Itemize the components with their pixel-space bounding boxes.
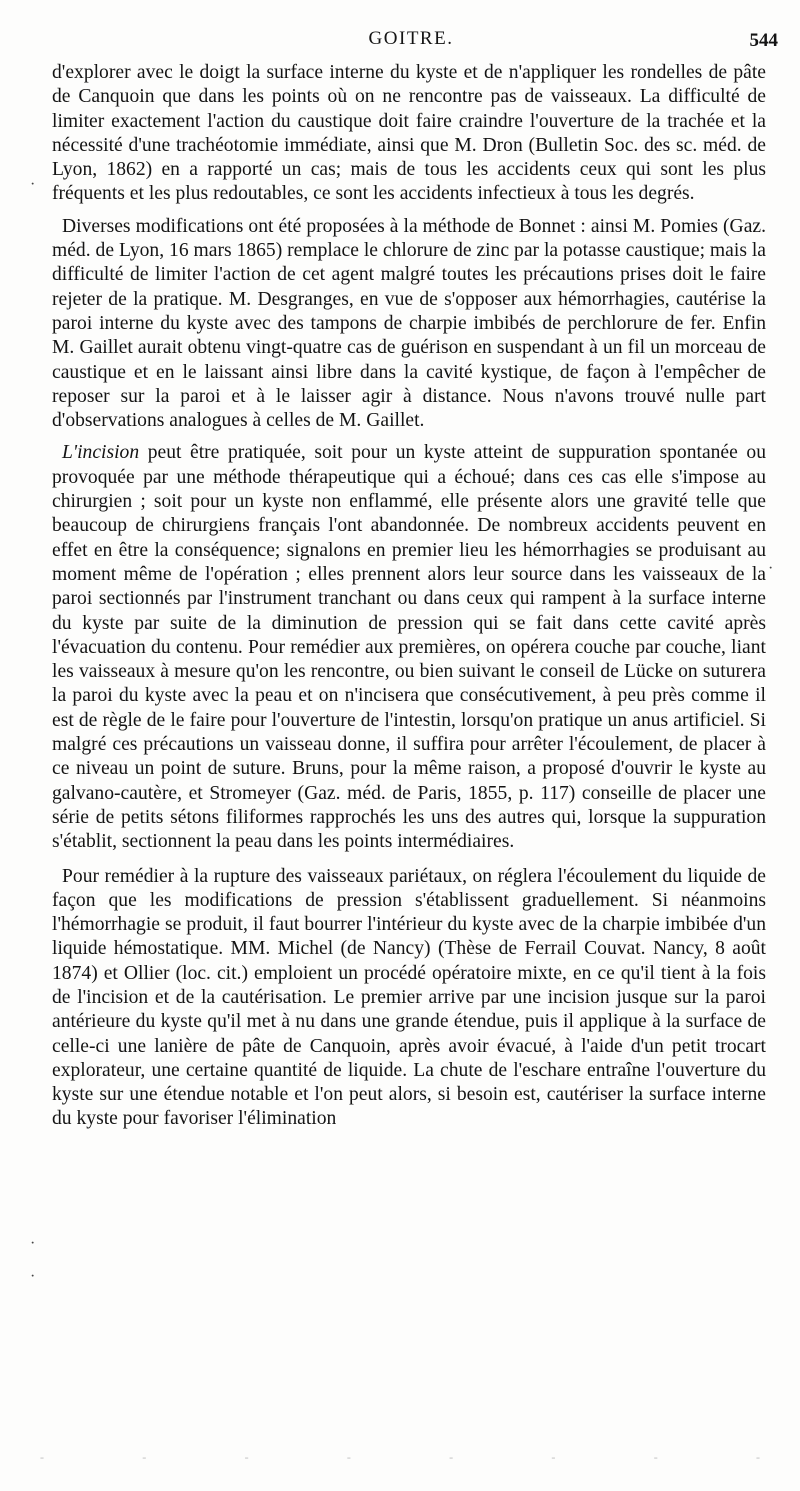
margin-dot: ·: [30, 1235, 36, 1252]
paragraph-1: [52, 61, 766, 207]
paragraph-3-text: peut être pratiquée, soit pour un kyste atteint de suppuration spontanée ou provoquée par une méthode thérapeutique qui a échoué; dans ces cas elle s'impose au chirurgien ; soit pour un kyste non enflammé, elle présente alors une gravité telle que beaucoup de chirurgiens français l'ont abandonnée. De nombreux accidents peuvent en effet en être la conséquence; signalons en premier lieu les hémorrhagies se produisant au moment même de l'opération ; elles prennent alors leur source dans les vaisseaux de la paroi sectionnés par l'instrument tranchant ou dans ceux qui rampent à la surface interne du kyste par suite de la diminution de pression qui se fait dans cette cavité après l'évacuation du contenu. Pour remédier aux premières, on opérera couche par couche, liant les vaisseaux à mesure qu'on les rencontre, ou bien suivant le conseil de Lücke on suturera la paroi du kyste avec la peau et on n'incisera que consécutivement, à peu près comme il est de règle de le faire pour l'ouverture de l'intestin, lorsqu'on pratique un anus artificiel. Si malgré ces précautions un vaisseau donne, il suffira pour arrêter l'écoulement, de placer à ce niveau un point de suture. Bruns, pour la même raison, a proposé d'ouvrir le kyste au galvano-cautère, et Stromeyer (Gaz. méd. de Paris, 1855, p. 117) conseille de placer une série de petits sétons filiformes rapprochés les uns des autres qui, lorsque la suppuration s'établit, sectionnent la peau dans les points intermédiaires.: [52, 442, 766, 853]
footer-mark: -: [755, 1450, 760, 1464]
footer-mark: -: [244, 1450, 249, 1464]
paragraph-1-text: d'explorer avec le doigt la surface interne du kyste et de n'appliquer les rondelles de pâte de Canquoin que dans les points où on ne rencontre pas de vaisseaux. La difficulté de limiter exactement l'action du caustique doit faire craindre l'ouverture de la trachée et la nécessité d'une trachéotomie immédiate, ainsi que M. Dron (Bulletin Soc. des sc. méd. de Lyon, 1862) en a rapporté un cas; mais de tous les accidents ceux qui sont les plus fréquents et les plus redoutables, ce sont les accidents infectieux à tous les degrés.: [52, 62, 766, 205]
page-number: 544: [749, 30, 778, 51]
paragraph-3-lead: L'incision: [62, 442, 140, 464]
footer-mark: -: [142, 1450, 147, 1464]
running-title: GOITRE.: [368, 28, 454, 49]
footer-mark: -: [346, 1450, 351, 1464]
footer-mark: -: [653, 1450, 658, 1464]
scan-footer-marks: [40, 1450, 760, 1464]
footer-mark: -: [449, 1450, 454, 1464]
paragraph-2: [52, 215, 766, 434]
footer-mark: -: [40, 1450, 44, 1464]
paragraph-4: [52, 865, 766, 1132]
page-header: [52, 28, 778, 58]
paragraph-4-text: Pour remédier à la rupture des vaisseaux pariétaux, on réglera l'écoulement du liquide de façon que les modifications de pression s'établissent graduellement. Si néanmoins l'hémorrhagie se produit, il faut bourrer l'intérieur du kyste avec de la charpie imbibée d'un liquide hémostatique. MM. Michel (de Nancy) (Thèse de Ferrail Couvat. Nancy, 8 août 1874) et Ollier (loc. cit.) emploient un procédé opératoire mixte, en ce qu'il tient à la fois de l'incision et de la cautérisation. Le premier arrive par une incision jusque sur la paroi antérieure du kyste qu'il met à nu dans une grande étendue, puis il applique à la surface de celle-ci une lanière de pâte de Canquoin, après avoir évacué, à l'aide d'un petit trocart explorateur, une certaine quantité de liquide. La chute de l'eschare entraîne l'ouverture du kyste sur une étendue notable et l'on peut alors, si besoin est, cautériser la surface interne du kyste pour favoriser l'élimination: [52, 865, 766, 1130]
paragraph-2-text: Diverses modifications ont été proposées à la méthode de Bonnet : ainsi M. Pomies (Gaz. méd. de Lyon, 16 mars 1865) remplace le chlorure de zinc par la potasse caustique; mais la difficulté de limiter l'action de cet agent malgré toutes les précautions prises doit le faire rejeter de la pratique. M. Desgranges, en vue de s'opposer aux hémorrhagies, cautérise la paroi interne du kyste avec des tampons de charpie imbibés de perchlorure de fer. Enfin M. Gaillet aurait obtenu vingt-quatre cas de guérison en suspendant à un fil un morceau de caustique et en le laissant ainsi libre dans la cavité kystique, de façon à l'empêcher de reposer sur la paroi et à le laisser agir à distance. Nous n'avons trouvé nulle part d'observations analogues à celles de M. Gaillet.: [52, 215, 766, 432]
paragraph-3: [52, 441, 766, 854]
body-text: [52, 61, 766, 1132]
margin-dot: ·: [768, 560, 774, 577]
margin-dot: ·: [30, 176, 36, 193]
footer-mark: -: [551, 1450, 556, 1464]
margin-dot: ·: [30, 1268, 36, 1285]
